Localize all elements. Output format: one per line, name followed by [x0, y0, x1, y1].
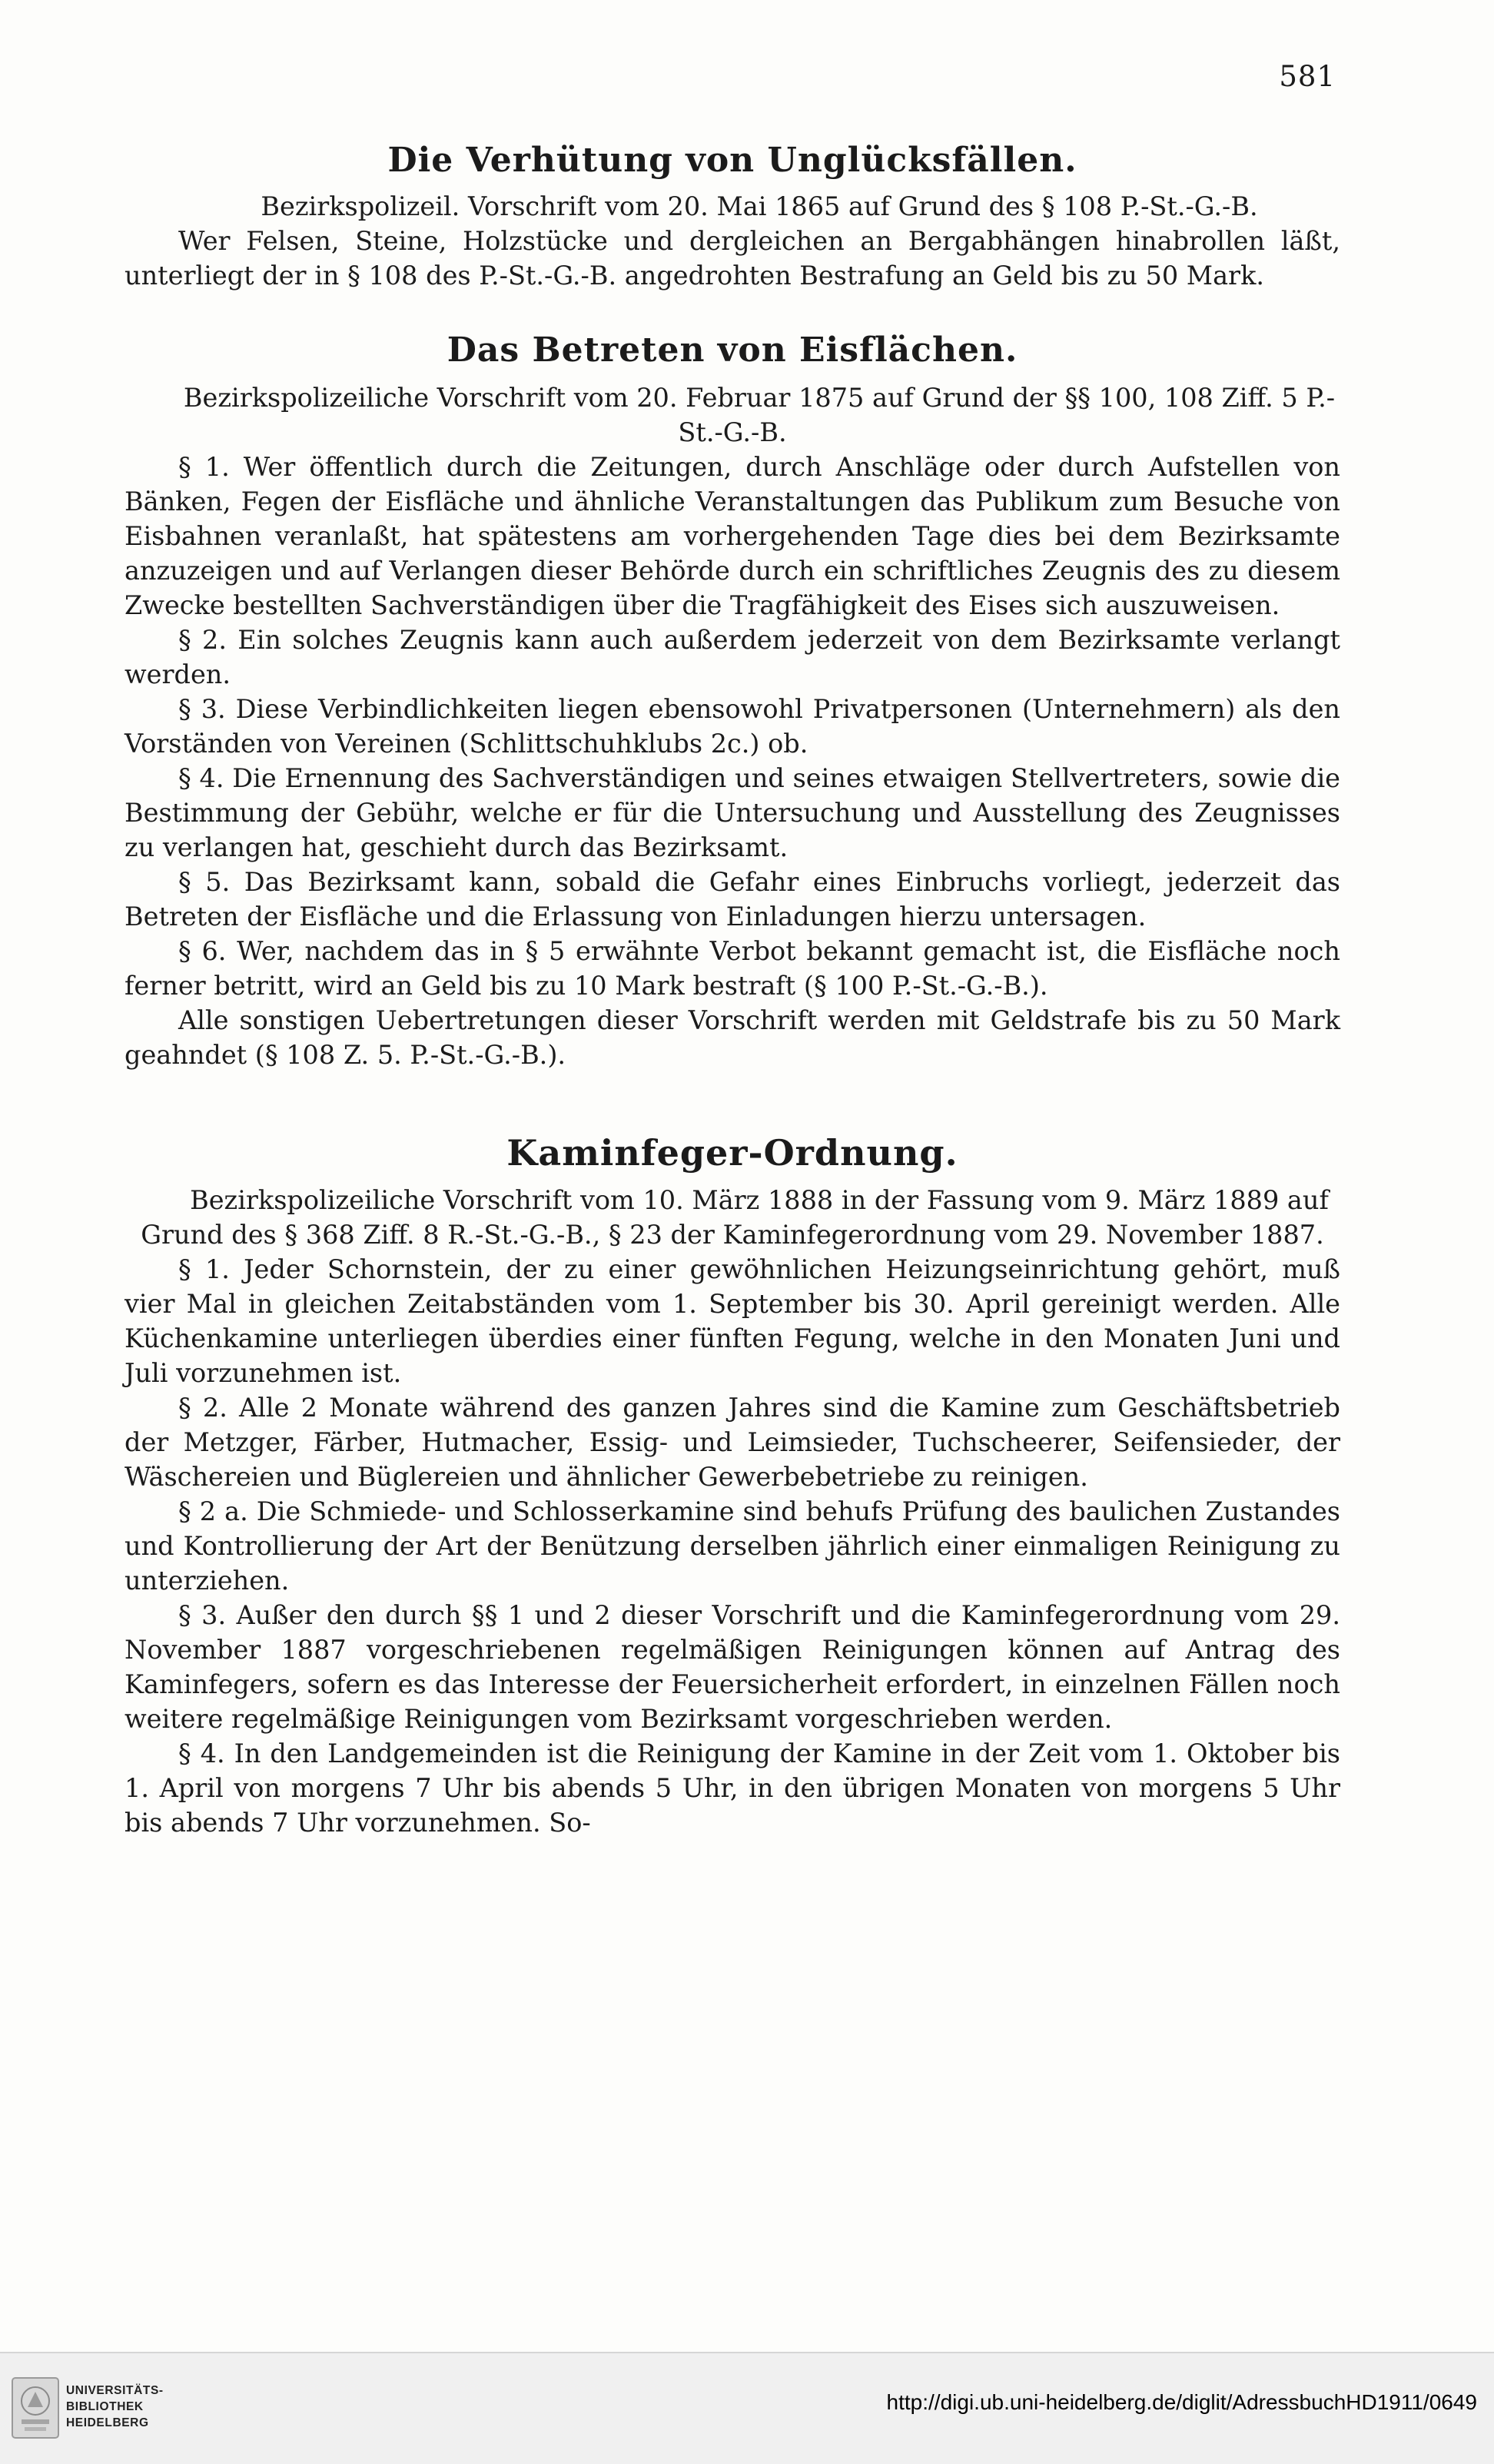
source-url-link[interactable]: http://digi.ub.uni-heidelberg.de/diglit/AdressbuchHD1911/0649: [886, 2390, 1477, 2414]
library-line: HEIDELBERG: [66, 2416, 149, 2429]
paragraph: § 6. Wer, nachdem das in § 5 erwähnte Verbot bekannt gemacht ist, die Eisfläche noch ferner betritt, wird an Geld bis zu 10 Mark bestraft (§ 100 P.-St.-G.-B.).: [124, 936, 1340, 1001]
paragraph: § 2. Alle 2 Monate während des ganzen Jahres sind die Kamine zum Geschäftsbetrieb der Metzger, Färber, Hutmacher, Essig- und Leimsieder, Tuchscheerer, Seifensieder, der Wäschereien und Büglereien und ähnlicher Gewerbebetriebe zu reinigen.: [124, 1393, 1340, 1492]
paragraph: § 4. Die Ernennung des Sachverständigen und seines etwaigen Stellvertreters, sowie die Bestimmung der Gebühr, welche er für die Untersuchung und Ausstellung des Zeugnisses zu verlangen hat, geschieht durch das Bezirksamt.: [124, 763, 1340, 862]
paragraph: § 3. Außer den durch §§ 1 und 2 dieser Vorschrift und die Kaminfegerordnung vom 29. November 1887 vorgeschriebenen regelmäßigen Reinigungen können auf Antrag des Kaminfegers, sofern es das Interesse der Feuersicherheit erfordert, in einzelnen Fällen noch weitere regelmäßige Reinigungen vom Bezirksamt vorgeschrieben werden.: [124, 1600, 1340, 1734]
section-subtitle: Bezirkspolizeil. Vorschrift vom 20. Mai 1865 auf Grund des § 108 P.-St.-G.-B.: [261, 191, 1258, 221]
section-heading: Kaminfeger-Ordnung.: [506, 1132, 958, 1174]
paragraph: § 2 a. Die Schmiede- und Schlosserkamine sind behufs Prüfung des baulichen Zustandes und Kontrollierung der Art der Benützung derselben jährlich einer einmaligen Reinigung zu unterziehen.: [124, 1496, 1340, 1596]
page-content: [124, 137, 1340, 1840]
footer-bar: [0, 2352, 1494, 2464]
library-line: UNIVERSITÄTS-: [66, 2384, 164, 2397]
university-seal-icon: [11, 2376, 60, 2439]
section-subtitle: Bezirkspolizeiliche Vorschrift vom 20. Februar 1875 auf Grund der §§ 100, 108 Ziff. 5 P.-St.-G.-B.: [183, 383, 1336, 447]
paragraph: § 1. Wer öffentlich durch die Zeitungen, durch Anschläge oder durch Aufstellen von Bänken, Fegen der Eisfläche und ähnliche Veranstaltungen das Publikum zum Besuche von Eisbahnen veranlaßt, hat spätestens am vorhergehenden Tage dies bei dem Bezirksamte anzuzeigen und auf Verlangen dieser Behörde durch ein schriftliches Zeugnis des zu diesem Zwecke bestellten Sachverständigen über die Tragfähigkeit des Eises sich auszuweisen.: [124, 452, 1340, 620]
paragraph: § 2. Ein solches Zeugnis kann auch außerdem jederzeit von dem Bezirksamte verlangt werden.: [124, 625, 1340, 689]
library-name: [66, 2383, 164, 2431]
paragraph: Alle sonstigen Uebertretungen dieser Vorschrift werden mit Geldstrafe bis zu 50 Mark geahndet (§ 108 Z. 5. P.-St.-G.-B.).: [124, 1005, 1340, 1070]
section-subtitle: Bezirkspolizeiliche Vorschrift vom 10. März 1888 in der Fassung vom 9. März 1889 auf Grund des § 368 Ziff. 8 R.-St.-G.-B., § 23 der Kaminfegerordnung vom 29. November 1887.: [141, 1185, 1329, 1250]
paragraph: § 4. In den Landgemeinden ist die Reinigung der Kamine in der Zeit vom 1. Oktober bis 1. April von morgens 7 Uhr bis abends 5 Uhr, in den übrigen Monaten von morgens 5 Uhr bis abends 7 Uhr vorzunehmen. So-: [124, 1738, 1340, 1838]
library-line: BIBLIOTHEK: [66, 2400, 144, 2413]
paragraph: Wer Felsen, Steine, Holzstücke und dergleichen an Bergabhängen hinabrollen läßt, unterliegt der in § 108 des P.-St.-G.-B. angedrohten Bestrafung an Geld bis zu 50 Mark.: [124, 226, 1340, 291]
paragraph: § 5. Das Bezirksamt kann, sobald die Gefahr eines Einbruchs vorliegt, jederzeit das Betreten der Eisfläche und die Erlassung von Einladungen hierzu untersagen.: [124, 867, 1340, 931]
section-heading: Das Betreten von Eisflächen.: [447, 330, 1018, 370]
page-number: 581: [1279, 60, 1336, 93]
paragraph: § 1. Jeder Schornstein, der zu einer gewöhnlichen Heizungseinrichtung gehört, muß vier Mal in gleichen Zeitabständen vom 1. September bis 30. April gereinigt werden. Alle Küchenkamine unterliegen überdies einer fünften Fegung, welche in den Monaten Juni und Juli vorzunehmen ist.: [124, 1254, 1340, 1388]
section-heading: Die Verhütung von Unglücksfällen.: [387, 141, 1077, 180]
paragraph: § 3. Diese Verbindlichkeiten liegen ebensowohl Privatpersonen (Unternehmern) als den Vorständen von Vereinen (Schlittschuhklubs 2c.) ob.: [124, 694, 1340, 759]
